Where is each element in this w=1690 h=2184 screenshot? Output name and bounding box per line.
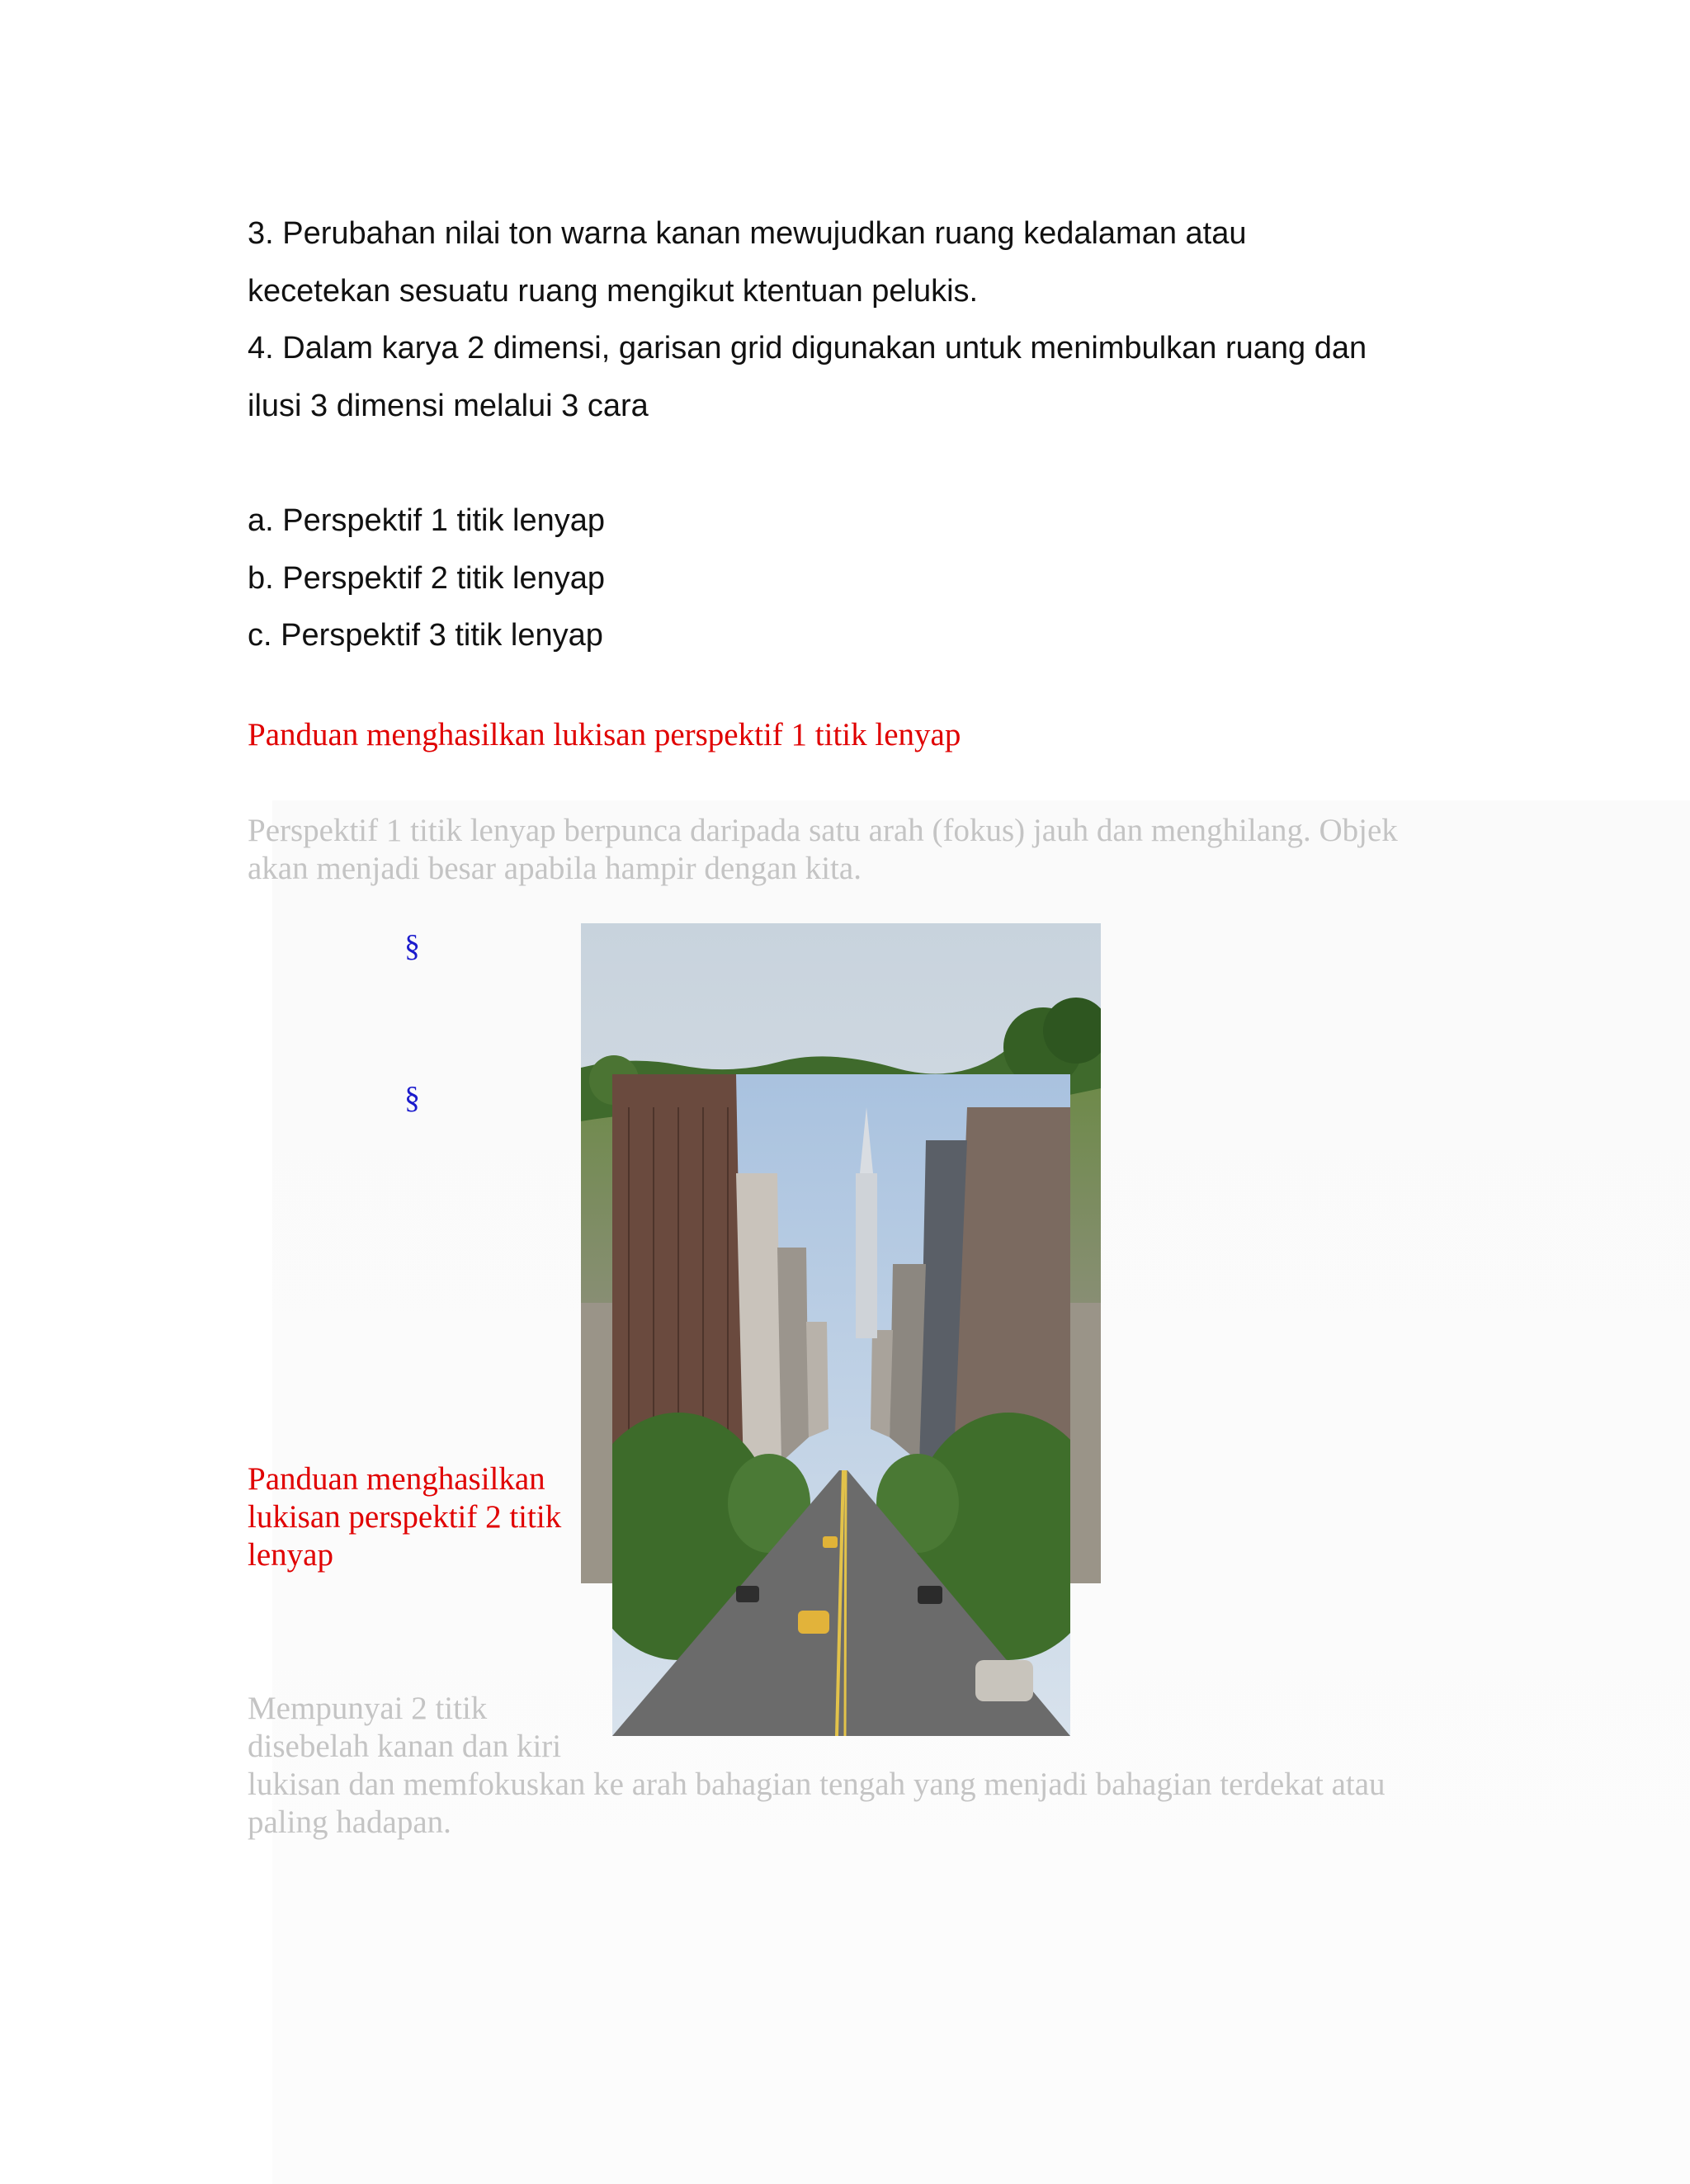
section-2-body-line-4: paling hadapan. <box>248 1804 451 1840</box>
section-2-heading-line-1: Panduan menghasilkan <box>248 1461 545 1497</box>
city-street-photo <box>612 1074 1070 1736</box>
item-3-line-1: 3. Perubahan nilai ton warna kanan mewujudkan ruang kedalaman atau <box>248 216 1247 251</box>
section-2-heading-line-2: lukisan perspektif 2 titik <box>248 1499 562 1535</box>
sub-list-item-a: a. Perspektif 1 titik lenyap <box>248 503 605 538</box>
item-3-line-2: kecetekan sesuatu ruang mengikut ktentuan pelukis. <box>248 274 979 309</box>
item-4-line-1: 4. Dalam karya 2 dimensi, garisan grid digunakan untuk menimbulkan ruang dan <box>248 331 1367 366</box>
section-2-body-line-1: Mempunyai 2 titik <box>248 1691 488 1726</box>
section-2-body <box>248 1690 1386 1842</box>
section-2-body-line-2: disebelah kanan dan kiri <box>248 1729 562 1764</box>
section-1-heading: Panduan menghasilkan lukisan perspektif 1 titik lenyap <box>248 717 961 752</box>
section-1-body-line-1: Perspektif 1 titik lenyap berpunca daripada satu arah (fokus) jauh dan menghilang. Objek <box>248 813 1398 848</box>
section-1-body-line-2: akan menjadi besar apabila hampir dengan kita. <box>248 851 862 886</box>
sub-list-item-b: b. Perspektif 2 titik lenyap <box>248 561 605 596</box>
section-2-body-line-3: lukisan dan memfokuskan ke arah bahagian tengah yang menjadi bahagian terdekat atau <box>248 1767 1386 1802</box>
section-2-heading <box>248 1460 561 1574</box>
item-4-line-2: ilusi 3 dimensi melalui 3 cara <box>248 389 649 423</box>
section-bullet: § <box>404 1081 420 1116</box>
section-2-heading-line-3: lenyap <box>248 1537 333 1573</box>
section-bullet: § <box>404 929 420 964</box>
sub-list-item-c: c. Perspektif 3 titik lenyap <box>248 618 603 653</box>
